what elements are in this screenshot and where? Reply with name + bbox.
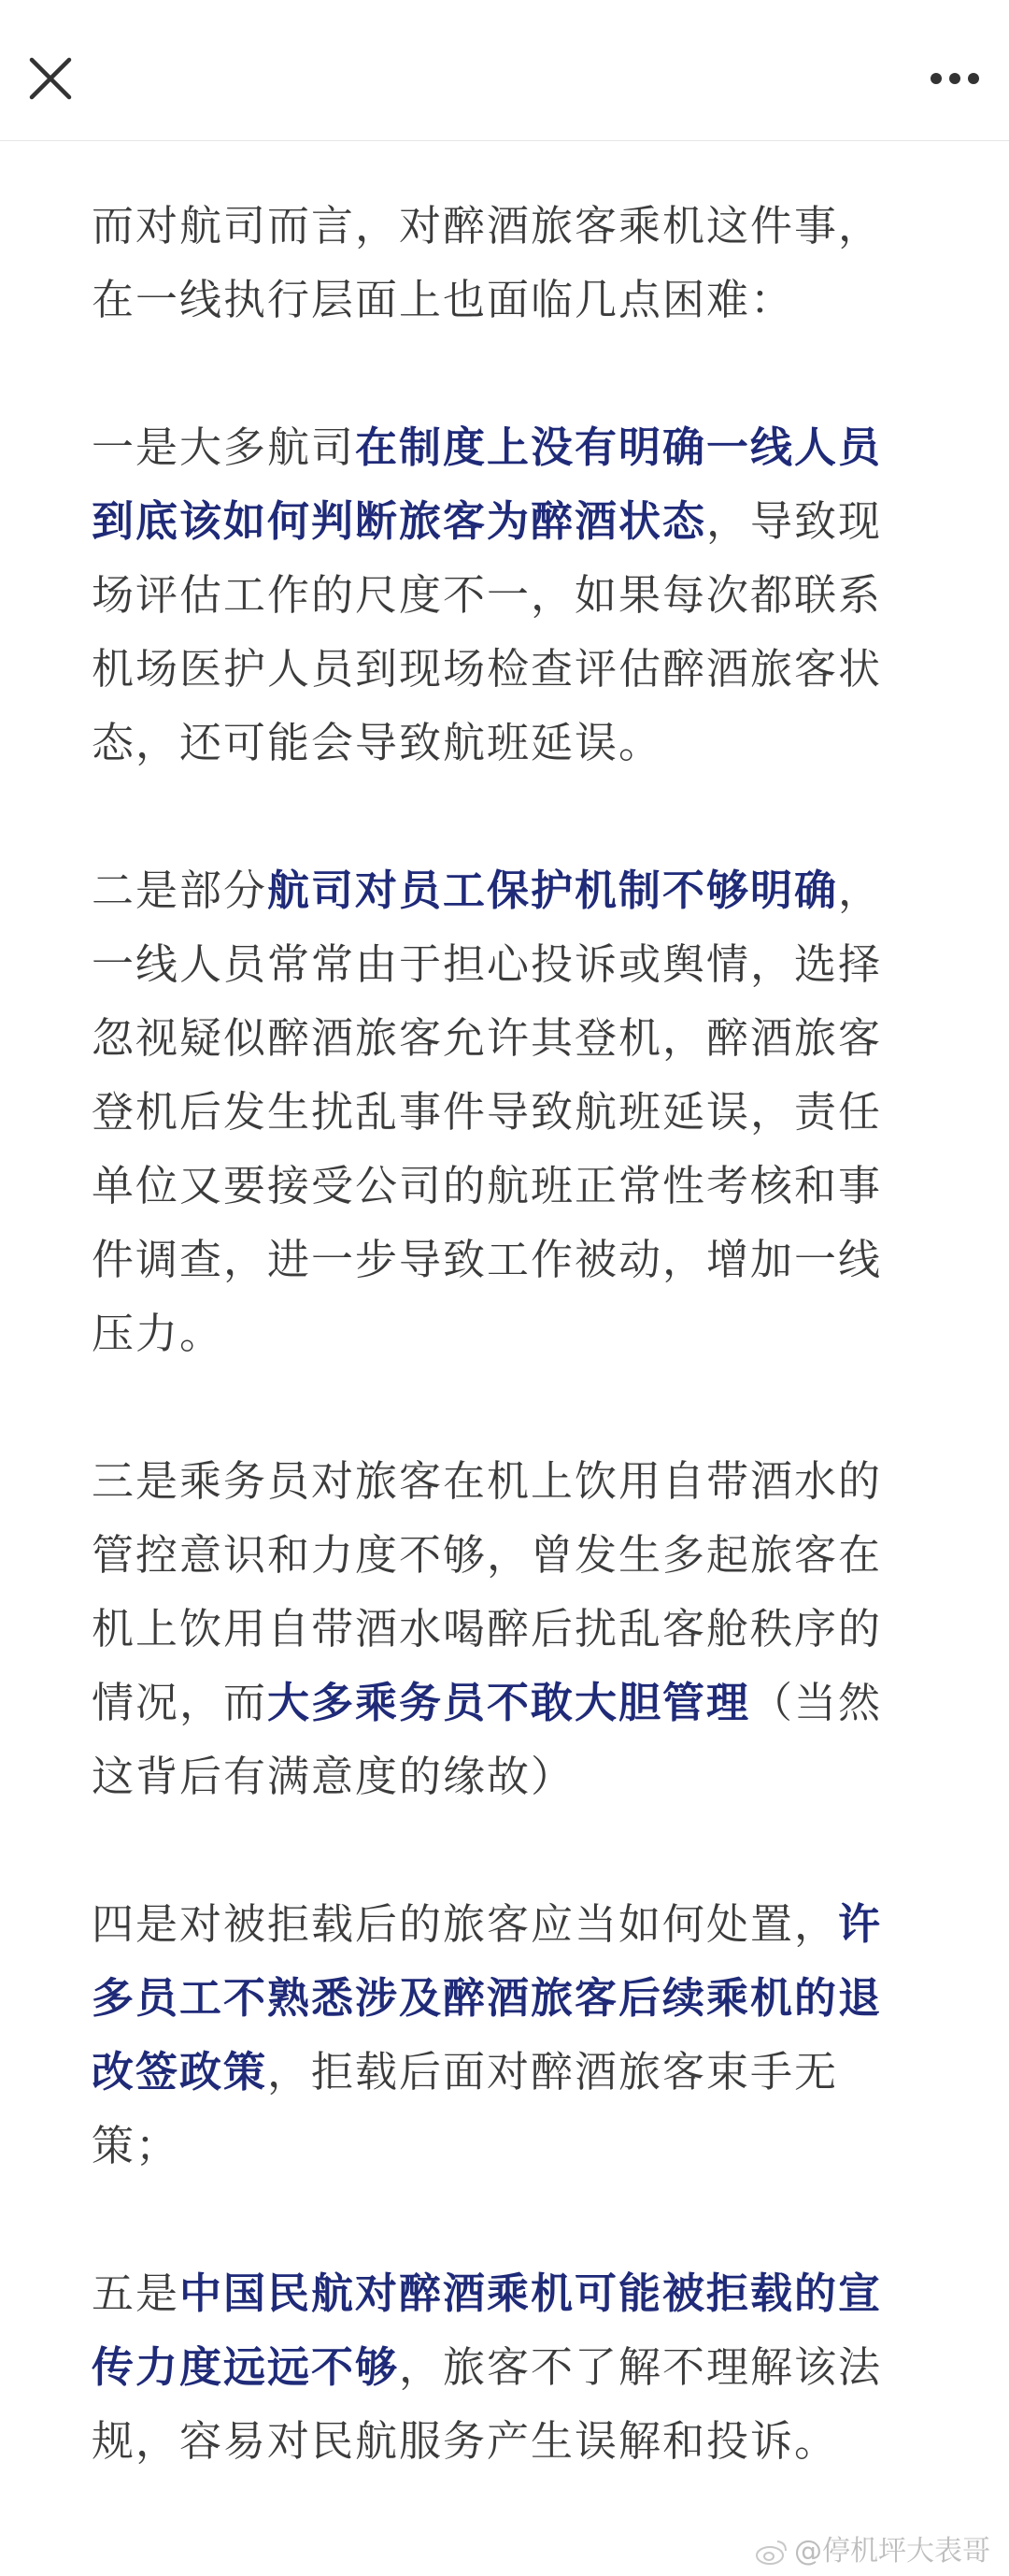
body-text: 五是 [92, 2268, 180, 2318]
body-text: 四是对被拒载后的旅客应当如何处置， [92, 1899, 839, 1949]
article-paragraph [92, 2256, 914, 2478]
highlighted-text: 在制度上没有明确一线人员到底该如何判断旅客为醉酒状态 [92, 422, 883, 546]
weibo-logo-icon [755, 2538, 789, 2566]
body-text: 一是大多航司 [92, 422, 356, 472]
article-paragraph [92, 189, 914, 336]
top-bar [0, 0, 1009, 141]
body-text: 在一线执行层面上也面临几点困难： [92, 275, 795, 324]
body-text: ，导致现场评估工作的尺度不一，如果每次都联系机场医护人员到现场检查评估醉酒旅客状态，还可能会导致航班延误。 [92, 496, 883, 767]
body-text: （当然这背后有满意度的缘故） [92, 1678, 883, 1801]
body-text: 三是乘务员对旅客在机上饮用自带酒水的管控意识和力度不够，曾发生多起旅客在机上饮用自带酒水喝醉后扰乱客舱秩序的情况，而 [92, 1456, 883, 1727]
close-button[interactable] [26, 54, 75, 103]
body-text: ，拒载后面对醉酒旅客束手无策； [92, 2047, 839, 2170]
article-paragraph [92, 1887, 914, 2182]
body-text: 二是部分 [92, 866, 268, 915]
more-dots-icon [927, 54, 983, 103]
article-paragraph [92, 410, 914, 780]
highlighted-text: 许多员工不熟悉涉及醉酒旅客后续乘机的退改签政策 [92, 1899, 883, 2097]
body-text: ，旅客不了解不理解该法规，容易对民航服务产生误解和投诉。 [92, 2342, 883, 2466]
highlighted-text: 航司对员工保护机制不够明确 [267, 866, 839, 915]
body-text: ，一线人员常常由于担心投诉或舆情，选择忽视疑似醉酒旅客允许其登机，醉酒旅客登机后发生扰乱事件导致航班延误，责任单位又要接受公司的航班正常性考核和事件调查，进一步导致工作被动，增加一线压力。 [92, 866, 883, 1358]
article-body [92, 189, 914, 2552]
article-paragraph [92, 1444, 914, 1813]
watermark-text: @停机坪大表哥 [794, 2535, 990, 2568]
highlighted-text: 中国民航对醉酒乘机可能被拒载的宣传力度远远不够 [92, 2268, 883, 2392]
more-options-button[interactable] [927, 54, 983, 103]
watermark [755, 2535, 990, 2569]
article-paragraph [92, 853, 914, 1370]
close-icon [26, 54, 75, 103]
body-text: 而对航司而言，对醉酒旅客乘机这件事， [92, 201, 883, 250]
highlighted-text: 大多乘务员不敢大胆管理 [267, 1678, 751, 1727]
